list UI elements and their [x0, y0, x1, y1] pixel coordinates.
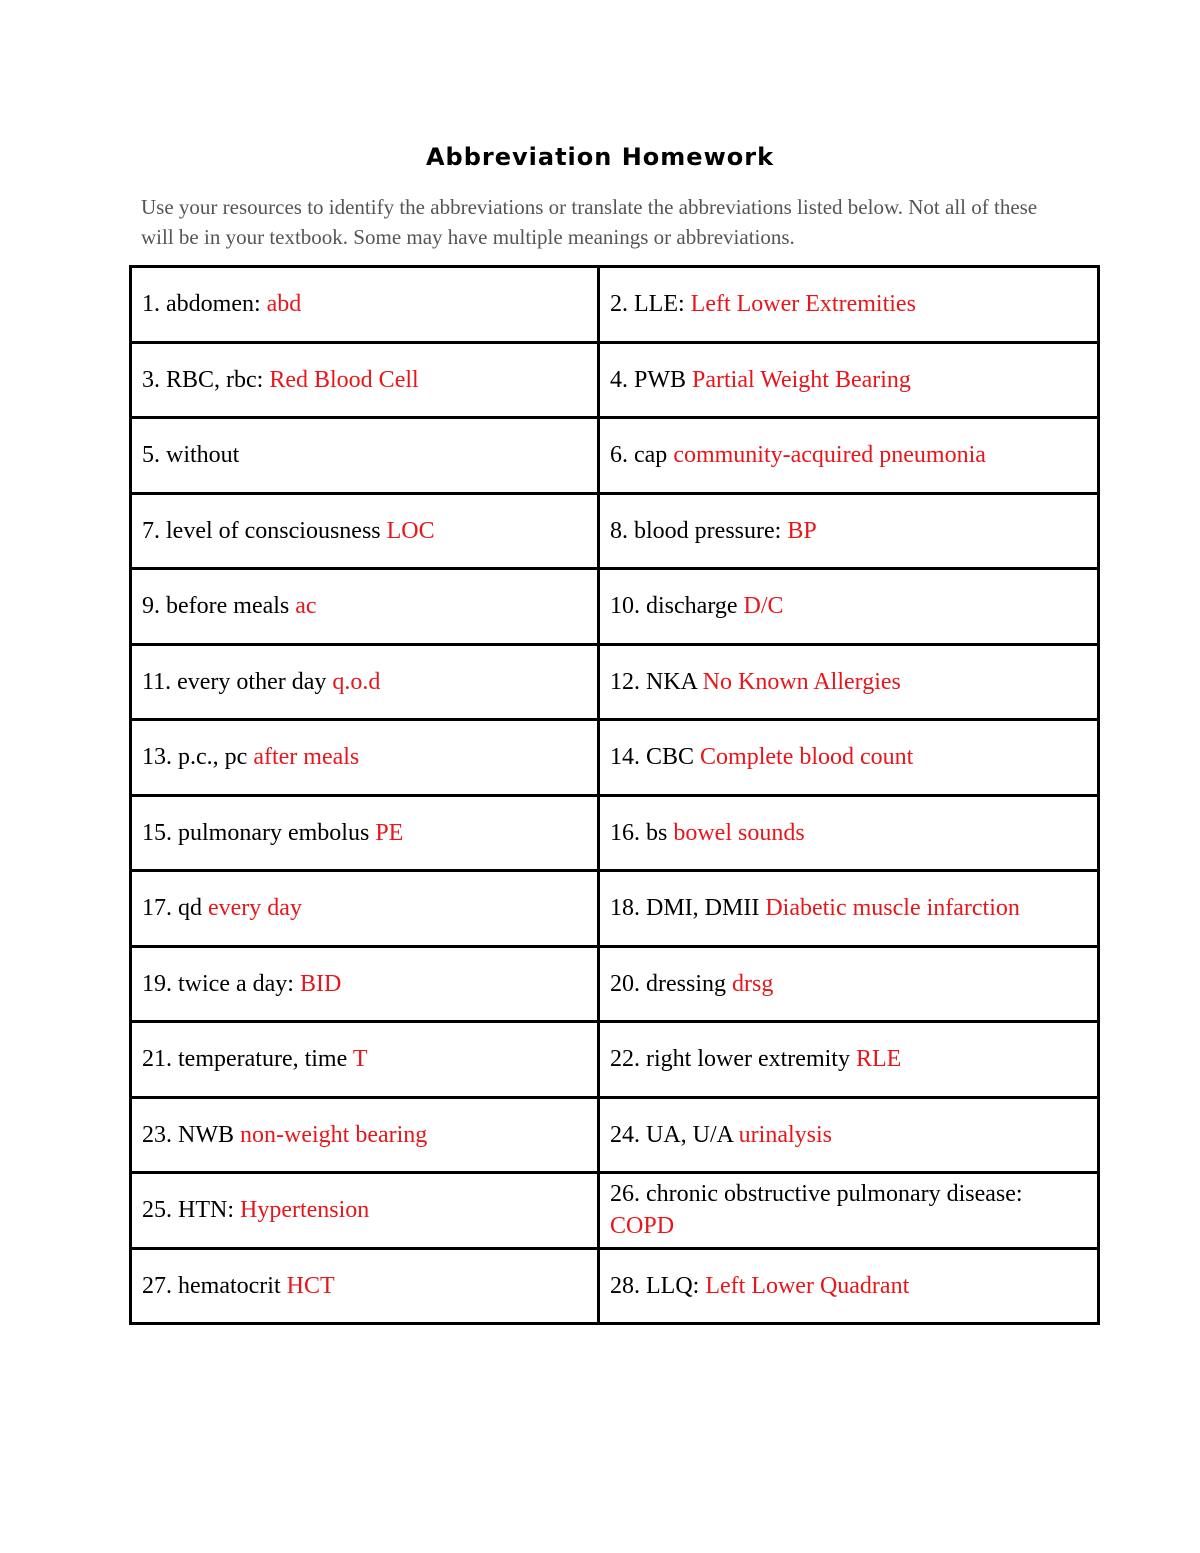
abbreviation-cell: [131, 569, 599, 645]
cell-answer: every day: [208, 895, 302, 922]
cell-prompt: 15. pulmonary embolus: [142, 819, 376, 846]
cell-prompt: 27. hematocrit: [142, 1272, 287, 1299]
abbreviation-cell: [599, 871, 1099, 947]
table-row: [131, 1173, 1099, 1249]
table-row: [131, 1097, 1099, 1173]
cell-prompt: 2. LLE:: [610, 291, 691, 318]
cell-prompt: 19. twice a day:: [142, 970, 300, 997]
cell-prompt: 26. chronic obstructive pulmonary disease:: [610, 1181, 1023, 1208]
cell-prompt: 18. DMI, DMII: [610, 895, 766, 922]
cell-prompt: 3. RBC, rbc:: [142, 366, 270, 393]
cell-prompt: 28. LLQ:: [610, 1272, 706, 1299]
cell-prompt: 11. every other day: [142, 668, 333, 695]
table-row: [131, 342, 1099, 418]
cell-prompt: 8. blood pressure:: [610, 517, 788, 544]
cell-prompt: 1. abdomen:: [142, 291, 267, 318]
abbreviation-cell: [131, 1097, 599, 1173]
abbreviation-cell: [131, 493, 599, 569]
table-row: [131, 871, 1099, 947]
table-row: [131, 569, 1099, 645]
abbreviation-cell: [131, 1248, 599, 1324]
abbreviation-cell: [599, 720, 1099, 796]
abbreviation-cell: [599, 1022, 1099, 1098]
cell-prompt: 25. HTN:: [142, 1197, 240, 1224]
cell-answer: ac: [295, 593, 317, 620]
abbreviation-cell: [599, 1248, 1099, 1324]
cell-prompt: 22. right lower extremity: [610, 1046, 856, 1073]
cell-answer: RLE: [855, 1046, 902, 1073]
cell-prompt: 7. level of consciousness: [142, 517, 387, 544]
cell-answer: PE: [375, 819, 404, 846]
table-row: [131, 644, 1099, 720]
cell-prompt: 24. UA, U/A: [610, 1121, 739, 1148]
cell-prompt: 4. PWB: [610, 366, 693, 393]
abbreviation-cell: [599, 1097, 1099, 1173]
abbreviation-cell: [131, 644, 599, 720]
cell-answer: COPD: [610, 1213, 675, 1240]
cell-answer: Left Lower Quadrant: [705, 1272, 910, 1299]
page-title: Abbreviation Homework: [425, 143, 775, 171]
cell-prompt: 23. NWB: [142, 1121, 240, 1148]
abbreviation-cell: [599, 644, 1099, 720]
abbreviation-cell: [131, 946, 599, 1022]
table-row: [131, 1022, 1099, 1098]
abbreviation-cell: [131, 342, 599, 418]
cell-answer: Left Lower Extremities: [690, 291, 916, 318]
table-row: [131, 267, 1099, 343]
cell-answer: HCT: [286, 1272, 335, 1299]
cell-answer: community-acquired pneumonia: [673, 442, 986, 469]
table-row: [131, 418, 1099, 494]
cell-answer: Red Blood Cell: [269, 366, 419, 393]
abbreviation-cell: [599, 946, 1099, 1022]
table-row: [131, 1248, 1099, 1324]
cell-answer: BID: [299, 970, 342, 997]
abbreviation-cell: [599, 418, 1099, 494]
cell-prompt: 5. without: [142, 442, 240, 469]
cell-answer: Partial Weight Bearing: [692, 366, 911, 393]
cell-prompt: 14. CBC: [610, 744, 701, 771]
abbreviation-cell: [599, 569, 1099, 645]
cell-answer: drsg: [732, 970, 774, 997]
cell-prompt: 20. dressing: [610, 970, 732, 997]
abbreviation-cell: [599, 795, 1099, 871]
abbreviation-cell: [599, 267, 1099, 343]
cell-answer: after meals: [253, 744, 360, 771]
cell-prompt: 13. p.c., pc: [142, 744, 254, 771]
cell-answer: bowel sounds: [673, 819, 805, 846]
abbreviation-cell: [131, 795, 599, 871]
cell-answer: non-weight bearing: [240, 1121, 428, 1148]
cell-prompt: 16. bs: [610, 819, 674, 846]
abbreviation-cell: [599, 1173, 1099, 1249]
table-row: [131, 946, 1099, 1022]
abbreviation-cell: [131, 1173, 599, 1249]
table-row: [131, 795, 1099, 871]
cell-prompt: 10. discharge: [610, 593, 744, 620]
abbreviation-cell: [131, 418, 599, 494]
cell-answer: Diabetic muscle infarction: [765, 895, 1020, 922]
abbreviation-cell: [131, 871, 599, 947]
abbreviation-cell: [131, 267, 599, 343]
cell-answer: abd: [266, 291, 302, 318]
instructions-text: Use your resources to identify the abbreviations or translate the abbreviations listed below. Not all of these will be in your textbook. Some may have multiple meanings or abbreviations.: [141, 195, 1038, 249]
cell-prompt: 21. temperature, time: [142, 1046, 353, 1073]
cell-answer: Hypertension: [240, 1197, 370, 1224]
abbreviation-table-body: [131, 267, 1099, 1324]
abbreviation-cell: [599, 342, 1099, 418]
cell-answer: T: [352, 1046, 368, 1073]
cell-answer: LOC: [386, 517, 435, 544]
cell-prompt: 12. NKA: [610, 668, 703, 695]
abbreviation-cell: [131, 720, 599, 796]
cell-answer: BP: [787, 517, 817, 544]
table-row: [131, 493, 1099, 569]
cell-answer: No Known Allergies: [702, 668, 901, 695]
abbreviation-cell: [599, 493, 1099, 569]
cell-answer: urinalysis: [738, 1121, 832, 1148]
cell-answer: D/C: [743, 593, 784, 620]
cell-answer: q.o.d: [332, 668, 381, 695]
cell-answer: Complete blood count: [700, 744, 914, 771]
cell-prompt: 17. qd: [142, 895, 208, 922]
abbreviation-table: [129, 265, 1100, 1325]
cell-prompt: 6. cap: [610, 442, 674, 469]
cell-prompt: 9. before meals: [142, 593, 296, 620]
table-row: [131, 720, 1099, 796]
abbreviation-cell: [131, 1022, 599, 1098]
